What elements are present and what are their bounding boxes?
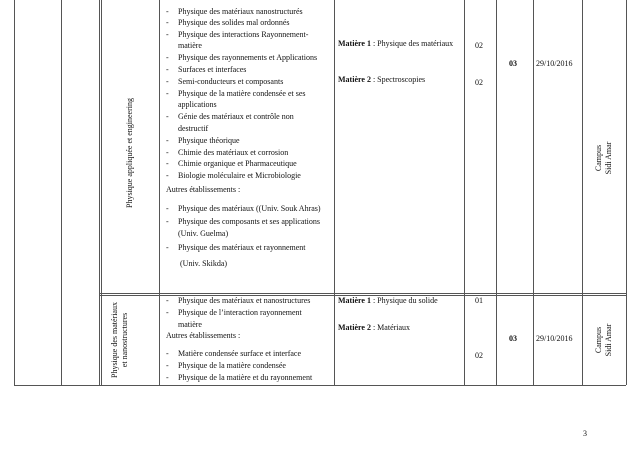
list-item: matière — [178, 41, 202, 50]
row2-domain: Physique des matériaux et nanostructures — [110, 302, 129, 378]
list-item: Physique des solides mal ordonnés — [178, 18, 290, 27]
row2-subject-2 — [338, 322, 410, 333]
list-item: Matière condensée surface et interface — [178, 349, 302, 358]
row2-place: Campus Sidi Amar — [594, 323, 613, 357]
table-border-left — [14, 0, 15, 385]
list-item: Chimie des matériaux et corrosion — [178, 148, 289, 157]
row2-coef-2: 02 — [475, 351, 483, 360]
other-institutions-label: Autres établissements : — [166, 185, 241, 194]
list-item: (Univ. Skikda) — [180, 259, 228, 268]
table-column-divider — [334, 0, 335, 385]
document-page: Physique appliquée et engineering - Physique des matériaux nanostructurés - Physique des solides mal ordonnés - Physique des interactions Rayonnement- matière - Physique des rayonnements et Applications - Surfaces et interfaces - Semi-conducteurs et composants - Physique de la matière condensée et ses applications - Génie des matériaux et contrôle non destructif - Physique théorique - Chimie des matériaux et corrosion - Chimie organique et Pharmaceutique - Biologie moléculaire et Microbiologie Autres établissements : - Physique des matériaux ((Univ. Souk Ahras) - Physique des composants et ses applications (Univ. Guelma) - Physique des matériaux et rayonnement (Univ. Skikda) Matière 1 : Physique des matériaux Matière 2 : Spectroscopies 02 02 03 29/10/2016 Campus Sidi Amar Physique des matériaux et nanostructures - Physique des matériaux et nanostructures - Physique de l’interaction rayonnement matière Autres établissements : - Matière condensée surface et interface - Physique de la matière condensée - Physique de la matière et du rayonnement Matière 1 : Physique du solide Matière 2 : Matériaux 01 02 03 29/10/2016 Campus Sidi Amar 3 — [0, 0, 640, 452]
row1-date: 29/10/2016 — [536, 59, 573, 68]
list-item: Biologie moléculaire et Microbiologie — [178, 171, 301, 180]
row2-subject-1 — [338, 295, 438, 306]
list-item: Physique des rayonnements et Applications — [178, 53, 318, 62]
table-bottom-border — [14, 385, 626, 386]
list-item: Physique théorique — [178, 136, 240, 145]
row2-date: 29/10/2016 — [536, 334, 573, 343]
other-institutions-label: Autres établissements : — [166, 331, 241, 340]
list-item: Semi-conducteurs et composants — [178, 77, 284, 86]
list-item: Physique des interactions Rayonnement- — [178, 30, 309, 39]
list-item: Physique de l’interaction rayonnement — [178, 308, 302, 317]
list-item: Physique des matériaux nanostructurés — [178, 7, 303, 16]
list-item: applications — [178, 100, 217, 109]
subject-label: Matière 1 — [338, 39, 371, 48]
list-item: Physique de la matière et du rayonnement — [178, 373, 313, 382]
list-item: Chimie organique et Pharmaceutique — [178, 159, 297, 168]
subject-name: : Spectroscopies — [370, 75, 426, 84]
table-border-right — [626, 0, 627, 385]
list-item: Physique des matériaux et rayonnement — [178, 243, 306, 252]
table-column-divider — [99, 0, 100, 385]
row-divider — [99, 293, 626, 294]
table-column-divider — [61, 0, 62, 385]
row1-subject-1 — [338, 38, 453, 49]
list-item: Surfaces et interfaces — [178, 65, 247, 74]
row1-coef-1: 02 — [475, 41, 483, 50]
list-item: matière — [178, 320, 202, 329]
table-column-divider — [582, 0, 583, 385]
subject-name: : Physique des matériaux — [370, 39, 454, 48]
table-column-divider — [101, 0, 102, 385]
row1-subject-2 — [338, 74, 425, 85]
table-column-divider — [464, 0, 465, 385]
subject-name: : Matériaux — [370, 323, 411, 332]
list-item: destructif — [178, 124, 209, 133]
row2-total: 03 — [509, 334, 517, 343]
table-column-divider — [159, 0, 160, 385]
table-column-divider — [496, 0, 497, 385]
list-item: Physique de la matière condensée et ses — [178, 89, 306, 98]
subject-label: Matière 2 — [338, 75, 371, 84]
list-item: (Univ. Guelma) — [178, 229, 229, 238]
page-number: 3 — [583, 429, 587, 438]
list-item: Génie des matériaux et contrôle non — [178, 112, 294, 121]
table-column-divider — [533, 0, 534, 385]
row2-coef-1: 01 — [475, 296, 483, 305]
list-item: Physique des matériaux et nanostructures — [178, 296, 311, 305]
row1-total: 03 — [509, 59, 517, 68]
row1-domain: Physique appliquée et engineering — [125, 98, 134, 208]
subject-label: Matière 2 — [338, 323, 371, 332]
list-item: Physique de la matière condensée — [178, 361, 286, 370]
row1-coef-2: 02 — [475, 78, 483, 87]
list-item: Physique des composants et ses applications — [178, 217, 320, 226]
subject-label: Matière 1 — [338, 296, 371, 305]
row1-place: Campus Sidi Amar — [594, 141, 613, 175]
subject-name: : Physique du solide — [370, 296, 438, 305]
list-item: Physique des matériaux ((Univ. Souk Ahras) — [178, 204, 321, 213]
